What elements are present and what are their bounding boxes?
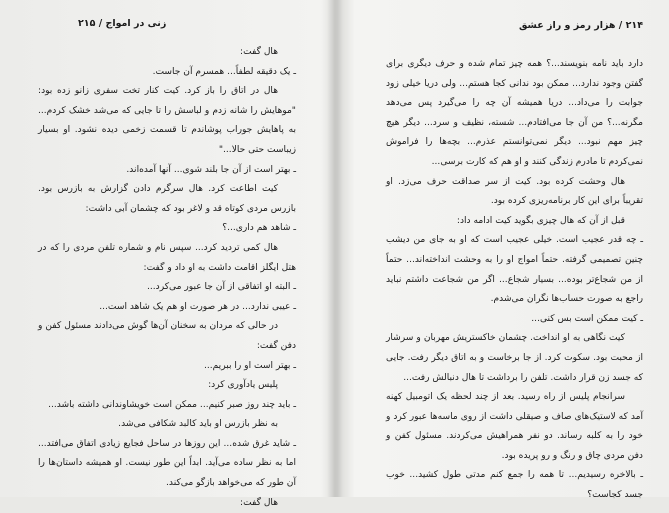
paragraph: قبل از آن که هال چیزی بگوید کیت ادامه داد:	[456, 215, 625, 226]
left-page	[0, 0, 334, 508]
paragraph: ـ بهتر است از آن جا بلند شوی... آنها آمده‌اند.	[126, 164, 296, 175]
right-running-head: ۲۱۴ / هزار رمز و راز عشق	[518, 20, 643, 31]
paragraph: ـ شاید غرق شده... این روزها در ساحل فجایع زیادی اتفاق می‌افتد... اما به نظر ساده می‌آید. ابداً این طور نیست. او همیشه داستان‌ها را آن طور که می‌خواهد بازگو می‌کند.	[38, 438, 296, 489]
paragraph: هال وحشت کرده بود. کیت از سر صداقت حرف می‌زد. او تقریباً برای این کار برنامه‌ریزی کرده بود.	[386, 176, 643, 207]
paragraph: هال گفت:	[240, 497, 278, 508]
paragraph: ـ چه قدر عجیب است. خیلی عجیب است که او به جای من دیشب چنین تصمیمی گرفته. حتماً امواج او را به وحشت انداخته‌اند... حتماً از من شجاع‌تر بوده... بسیار شجاع... اگر من شجاعت داشتم نباید راجع به صورت حساب‌ها نگران می‌شدم.	[386, 235, 643, 305]
paragraph: هال در اتاق را باز کرد. کیت کنار تخت سفری زانو زده بود: "موهایش را شانه زدم و لباسش را تا جایی که می‌شد خشک کردم... به پاهایش جوراب پوشاندم تا قسمت زخمی دیده نشود. او بسیار زیباست حتی حالا..."	[38, 86, 296, 155]
right-body-text	[386, 55, 643, 506]
left-body-text	[38, 43, 296, 513]
paragraph: هال گفت:	[240, 47, 278, 57]
paragraph: دارد باید نامه بنویسند...؟ همه چیز تمام شده و حرف دیگری برای گفتن وجود ندارد... ممکن بود ندانی کجا هستم... ولی دریا خیلی زود جوابت را می‌داد... دریا همیشه آن چه را می‌گیرد پس می‌دهد مگرنه...؟ من آن جا می‌افتادم... شسته، نظیف و سرد... دیگر هیچ چیز مهم نبود... دیگر نمی‌توانستم عذرم... بچه‌ها را فراموش نمی‌کردم تا مادرم زندگی کنند و او هم که کارت برسی...	[386, 59, 643, 167]
paragraph: ـ البته او اتفاقی از آن جا عبور می‌کرد...	[146, 282, 296, 293]
paragraph: ـ شاهد هم داری...؟	[222, 223, 296, 234]
paragraph: ـ بالاخره رسیدیم... تا همه را جمع کنم مدتی طول کشید... خوب جسد کجاست؟	[386, 470, 643, 501]
right-page	[336, 0, 669, 501]
paragraph: پلیس یادآوری کرد:	[208, 380, 278, 391]
paragraph: ـ کیت ممکن است بس کنی...	[531, 313, 643, 324]
paragraph: در حالی که مردان به سخنان آن‌ها گوش می‌دادند مسئول کفن و دفن گفت:	[38, 321, 296, 351]
paragraph: کیت نگاهی به او انداخت. چشمان خاکستریش مهربان و سرشار از محبت بود. سکوت کرد. از جا برخاست و به اتاق دیگر رفت. جایی که جسد زن قرار داشت. تلفن را برداشت تا هال دنبالش رفت...	[386, 333, 643, 383]
paragraph: هال کمی تردید کرد... سپس نام و شماره تلفن مردی را که در هتل ایگلز اقامت داشت به او داد و گفت:	[38, 242, 296, 273]
paragraph: کیت اطاعت کرد. هال سرگرم دادن گزارش به بازرس بود. بازرس مردی کوتاه قد و لاغر بود که چشمان آبی داشت:	[38, 184, 296, 214]
paragraph: ـ بهتر است او را ببریم...	[203, 360, 296, 371]
left-running-head: زنی در امواج / ۲۱۵	[78, 18, 167, 29]
paragraph: به نظر بازرس او باید کالبد شکافی می‌شد.	[118, 419, 278, 430]
paragraph: ـ یک دقیقه لطفاً... همسرم آن جاست.	[152, 66, 296, 77]
paragraph: ـ عیبی ندارد... در هر صورت او هم یک شاهد است...	[99, 301, 296, 312]
paragraph: سرانجام پلیس از راه رسید. بعد از چند لحظه یک اتومبیل کهنه آمد که لاستیک‌های صاف و صیقلی داشت از روی ماسه‌ها عبور کرد و خود را به کلبه رساند. دو نفر همراهیش می‌کردند. مسئول کفن و دفن مردی چاق و رنگ و رو پریده بود.	[386, 392, 643, 461]
paragraph: ـ باید چند روز صبر کنیم... ممکن است خویشاوندانی داشته باشد...	[48, 399, 296, 410]
